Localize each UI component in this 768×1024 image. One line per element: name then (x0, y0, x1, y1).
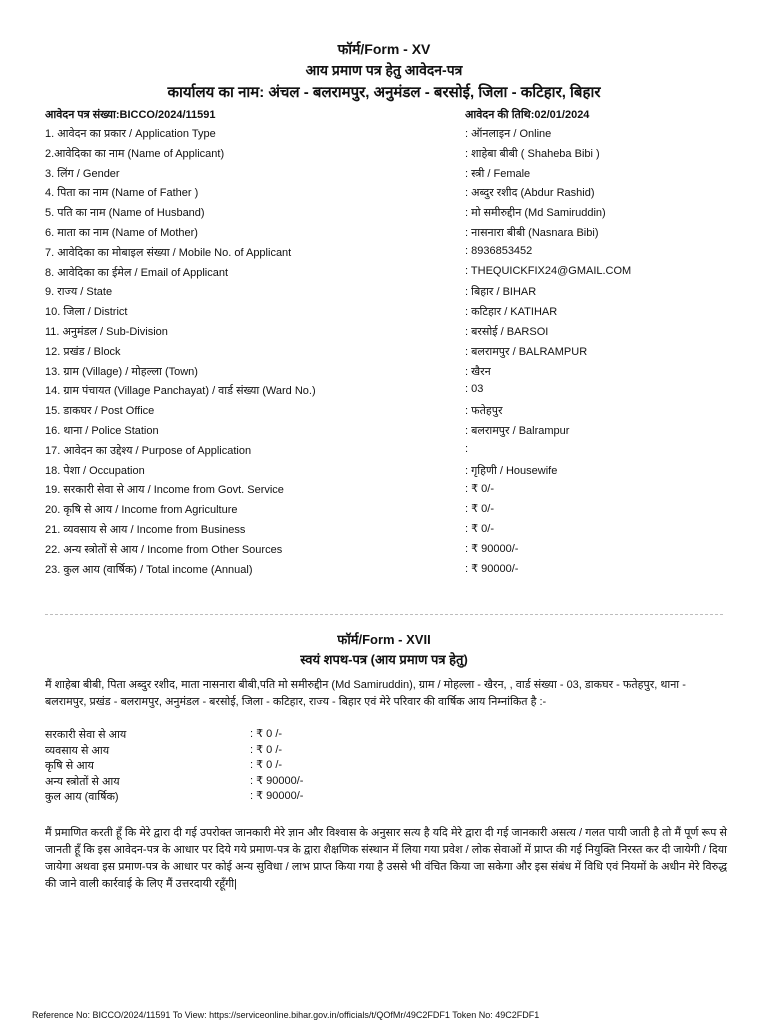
field-label: 5. पति का नाम (Name of Husband) (45, 207, 205, 220)
income-row (45, 726, 445, 742)
field-label: 2.आवेदिका का नाम (Name of Applicant) (45, 147, 225, 160)
declaration-text: मैं प्रमाणित करती हूँ कि मेरे द्वारा दी गई उपरोक्त जानकारी मेरे ज्ञान और विश्वास के अनुसार सत्य है यदि मेरे द्वारा दी गई जानकारी असत्य / गलत पायी जाती है तो मैं पूर्ण रूप से जानती हूँ कि इस आवेदन-पत्र के आधार पर दिये गये प्रमाण-पत्र के द्वारा शैक्षणिक संस्थान में लिया गया प्रवेश / लोक सेवाओं में प्राप्त की गई नियुक्ति निरस्त कर दी जायेगी / दिया जायेगा अथवा इस प्रमाण-पत्र के आधार पर कोई अन्य सुविधा / लाभ प्राप्त किया गया है उससे भी वंचित किया जा सकेगा और इस संबंध में विधि एवं नियमों के अधीन मेरे विरुद्ध की जाने वाली कार्रवाई के लिए मैं उत्तरदायी रहूँगी| (45, 827, 727, 890)
field-label: 14. ग्राम पंचायत (Village Panchayat) / वार्ड संख्या (Ward No.) (45, 385, 316, 398)
field-label: 19. सरकारी सेवा से आय / Income from Govt. Service (45, 484, 284, 497)
field-row (45, 479, 735, 499)
field-label: 6. माता का नाम (Name of Mother) (45, 226, 198, 239)
form15-subtitle: आय प्रमाण पत्र हेतु आवेदन-पत्र (305, 62, 463, 78)
field-value: : कटिहार / KATIHAR (465, 306, 558, 319)
field-label: 15. डाकघर / Post Office (45, 405, 155, 418)
field-row (45, 182, 735, 202)
income-value: : ₹ 0 /- (250, 743, 283, 756)
income-label: कुल आय (वार्षिक) (45, 791, 119, 803)
field-row (45, 420, 735, 440)
form15-title: फॉर्म/Form - XV (337, 41, 431, 57)
field-row (45, 440, 735, 460)
field-value: : गृहिणी / Housewife (465, 464, 558, 477)
field-label: 22. अन्य स्त्रोतों से आय / Income from Other Sources (45, 543, 283, 556)
field-value: : बलरामपुर / Balrampur (465, 424, 570, 437)
income-value: : ₹ 0 /- (250, 759, 283, 771)
field-value: : ₹ 0/- (465, 483, 495, 496)
field-label: 16. थाना / Police Station (45, 424, 159, 437)
field-label: 20. कृषि से आय / Income from Agriculture (45, 504, 238, 517)
field-label: 23. कुल आय (वार्षिक) / Total income (Annual) (45, 563, 253, 576)
income-row (45, 788, 445, 804)
field-row (45, 123, 735, 143)
field-value: : अब्दुर रशीद (Abdur Rashid) (465, 187, 595, 200)
field-row (45, 380, 735, 400)
income-row (45, 773, 445, 789)
field-value: : ₹ 90000/- (465, 562, 519, 575)
field-row (45, 202, 735, 222)
field-value: : 8936853452 (465, 244, 533, 257)
field-row (45, 281, 735, 301)
field-row (45, 519, 735, 539)
field-value: : शाहेबा बीबी ( Shaheba Bibi ) (465, 147, 600, 160)
field-value: : ₹ 0/- (465, 503, 495, 516)
field-label: 21. व्यवसाय से आय / Income from Business (45, 523, 246, 536)
income-row (45, 757, 445, 773)
field-value: : बरसोई / BARSOI (465, 325, 549, 338)
field-row (45, 559, 735, 579)
field-label: 9. राज्य / State (45, 286, 113, 299)
field-value: : ₹ 90000/- (465, 542, 519, 555)
affidavit-intro: मैं शाहेबा बीबी, पिता अब्दुर रशीद, माता नासनारा बीबी,पति मो समीरुद्दीन (Md Samiruddin), ग्राम / मोहल्ला - खैरन, , वार्ड संख्या - 03, डाकघर - फतेहपुर, थाना - बलरामपुर, प्रखंड - बलरामपुर, अनुमंडल - बरसोई, जिला - कटिहार, राज्य - बिहार एवं मेरे परिवार की वार्षिक आय निम्नांकित है :- (45, 679, 686, 708)
field-label: 10. जिला / District (45, 306, 128, 319)
field-value: : (465, 442, 469, 455)
field-row (45, 361, 735, 381)
field-row (45, 321, 735, 341)
field-label: 11. अनुमंडल / Sub-Division (45, 325, 168, 338)
field-label: 3. लिंग / Gender (45, 167, 120, 180)
field-row (45, 222, 735, 242)
field-row (45, 539, 735, 559)
income-label: अन्य स्त्रोतों से आय (45, 775, 120, 788)
field-value: : ऑनलाइन / Online (465, 128, 552, 140)
field-row (45, 341, 735, 361)
income-row (45, 742, 445, 758)
field-value: : स्त्री / Female (465, 167, 531, 180)
income-label: सरकारी सेवा से आय (45, 729, 127, 741)
field-label: 8. आवेदिका का ईमेल / Email of Applicant (45, 266, 229, 279)
field-value: : नासनारा बीबी (Nasnara Bibi) (465, 226, 599, 239)
field-value: : 03 (465, 383, 484, 396)
field-value: : THEQUICKFIX24@GMAIL.COM (465, 264, 632, 277)
field-label: 7. आवेदिका का मोबाइल संख्या / Mobile No. of Applicant (45, 246, 292, 259)
section-divider (45, 614, 723, 615)
field-value: : मो समीरुद्दीन (Md Samiruddin) (465, 207, 606, 220)
form17-subtitle: स्वयं शपथ-पत्र (आय प्रमाण पत्र हेतु) (300, 652, 468, 667)
field-row (45, 400, 735, 420)
income-value: : ₹ 90000/- (250, 774, 304, 787)
form17-title: फॉर्म/Form - XVII (337, 632, 431, 647)
reference-footer: Reference No: BICCO/2024/11591 To View: https://serviceonline.bihar.gov.in/officials/t/QOfMr/49C2FDF1 Token No: 49C2FDF1 (32, 1010, 540, 1020)
income-value: : ₹ 90000/- (250, 790, 304, 802)
application-date: आवेदन की तिथि:02/01/2024 (465, 109, 590, 121)
field-label: 1. आवेदन का प्रकार / Application Type (45, 128, 216, 140)
field-row (45, 499, 735, 519)
field-row (45, 460, 735, 480)
income-label: कृषि से आय (45, 760, 94, 772)
field-row (45, 143, 735, 163)
income-summary (45, 726, 445, 804)
field-label: 18. पेशा / Occupation (45, 464, 145, 477)
field-value: : फतेहपुर (465, 405, 503, 418)
field-value: : ₹ 0/- (465, 522, 495, 535)
field-label: 4. पिता का नाम (Name of Father ) (45, 187, 199, 200)
application-fields (45, 123, 735, 578)
office-name: कार्यालय का नाम: अंचल - बलरामपुर, अनुमंडल - बरसोई, जिला - कटिहार, बिहार (167, 84, 601, 101)
field-row (45, 163, 735, 183)
income-value: : ₹ 0 /- (250, 728, 283, 740)
field-value: : खैरन (465, 365, 491, 378)
income-label: व्यवसाय से आय (45, 744, 110, 757)
field-label: 12. प्रखंड / Block (45, 345, 121, 358)
field-row (45, 262, 735, 282)
field-value: : बिहार / BIHAR (465, 286, 537, 299)
application-number: आवेदन पत्र संख्या:BICCO/2024/11591 (45, 109, 216, 121)
field-value: : बलरामपुर / BALRAMPUR (465, 345, 588, 358)
field-label: 17. आवेदन का उद्देश्य / Purpose of Application (45, 444, 252, 457)
field-label: 13. ग्राम (Village) / मोहल्ला (Town) (45, 365, 198, 378)
field-row (45, 242, 735, 262)
field-row (45, 301, 735, 321)
